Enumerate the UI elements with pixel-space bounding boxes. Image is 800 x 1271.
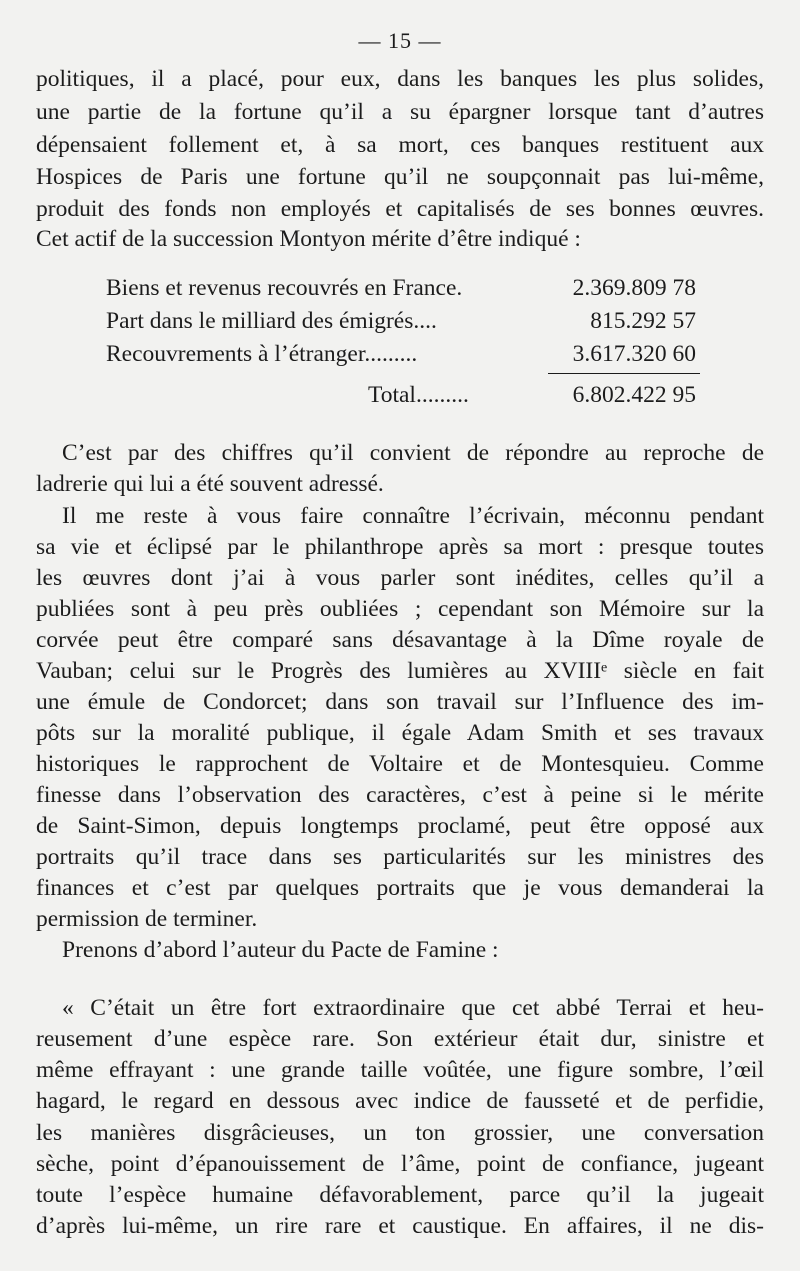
text-line: sa vie et éclipsé par le philanthrope après sa mort : presque toutes (36, 534, 764, 560)
text-line: Prenons d’abord l’auteur du Pacte de Famine : (62, 937, 499, 963)
text-line: sèche, point d’épanouissement de l’âme, point de confiance, jugeant (36, 1151, 764, 1177)
text-line: Il me reste à vous faire connaître l’écrivain, méconnu pendant (62, 503, 764, 529)
total-amount: 6.802.422 95 (572, 382, 696, 408)
page-number: — 15 — (358, 28, 442, 53)
text-line: pôts sur la moralité publique, il égale Adam Smith et ses travaux (36, 720, 764, 746)
row-amount: 2.369.809 78 (572, 275, 696, 301)
text-line: finesse dans l’observation des caractères, c’est à peine si le mérite (36, 782, 764, 808)
total-rule (548, 373, 700, 374)
row-label: Biens et revenus recouvrés en France. (106, 275, 463, 301)
text-line: corvée peut être comparé sans désavantage à la Dîme royale de (36, 627, 764, 653)
text-line: d’après lui-même, un rire rare et caustique. En affaires, il ne dis- (36, 1213, 764, 1239)
table-row (106, 304, 696, 338)
text-line: publiées sont à peu près oubliées ; cependant son Mémoire sur la (36, 596, 764, 622)
text-line: une émule de Condorcet; dans son travail sur l’Influence des im- (36, 689, 764, 715)
text-line: une partie de la fortune qu’il a su épargner lorsque tant d’autres (36, 99, 764, 125)
text-line: reusement d’une espèce rare. Son extérieur était dur, sinistre et (36, 1026, 764, 1052)
table-row (106, 271, 696, 305)
text-line: hagard, le regard en dessous avec indice de fausseté et de perfidie, (36, 1088, 764, 1114)
total-row (106, 378, 696, 412)
text-line: de Saint-Simon, depuis longtemps proclamé, peut être opposé aux (36, 813, 764, 839)
text-line: politiques, il a placé, pour eux, dans les banques les plus solides, (36, 66, 764, 92)
total-label: Total......... (368, 382, 469, 408)
row-label: Part dans le milliard des émigrés.... (106, 308, 437, 334)
text-line: les œuvres dont j’ai à vous parler sont inédites, celles qu’il a (36, 565, 764, 591)
text-line: toute l’espèce humaine défavorablement, parce qu’il la jugeait (36, 1182, 764, 1208)
row-amount: 3.617.320 60 (572, 341, 696, 367)
text-line: permission de terminer. (36, 906, 258, 932)
text-line: même effrayant : une grande taille voûtée, une figure sombre, l’œil (36, 1057, 764, 1083)
text-line: dépensaient follement et, à sa mort, ces banques restituent aux (36, 132, 764, 158)
text-line: « C’était un être fort extraordinaire que cet abbé Terrai et heu- (62, 995, 764, 1021)
row-amount: 815.292 57 (590, 308, 696, 334)
text-line: Hospices de Paris une fortune qu’il ne soupçonnait pas lui-même, (36, 164, 764, 190)
text-line: finances et c’est par quelques portraits que je vous demanderai la (36, 875, 764, 901)
text-line: Cet actif de la succession Montyon mérite d’être indiqué : (36, 226, 581, 252)
text-line: portraits qu’il trace dans ses particularités sur les ministres des (36, 844, 764, 870)
text-line: produit des fonds non employés et capitalisés de ses bonnes œuvres. (36, 196, 764, 222)
text-line: C’est par des chiffres qu’il convient de répondre au reproche de (62, 440, 764, 466)
text-line: Vauban; celui sur le Progrès des lumières au XVIIIᵉ siècle en fait (36, 658, 764, 684)
text-line: ladrerie qui lui a été souvent adressé. (36, 471, 384, 497)
table-row (106, 337, 696, 371)
text-line: historiques le rapprochent de Voltaire et de Montesquieu. Comme (36, 751, 764, 777)
row-label: Recouvrements à l’étranger......... (106, 341, 418, 367)
text-line: les manières disgrâcieuses, un ton grossier, une conversation (36, 1120, 764, 1146)
